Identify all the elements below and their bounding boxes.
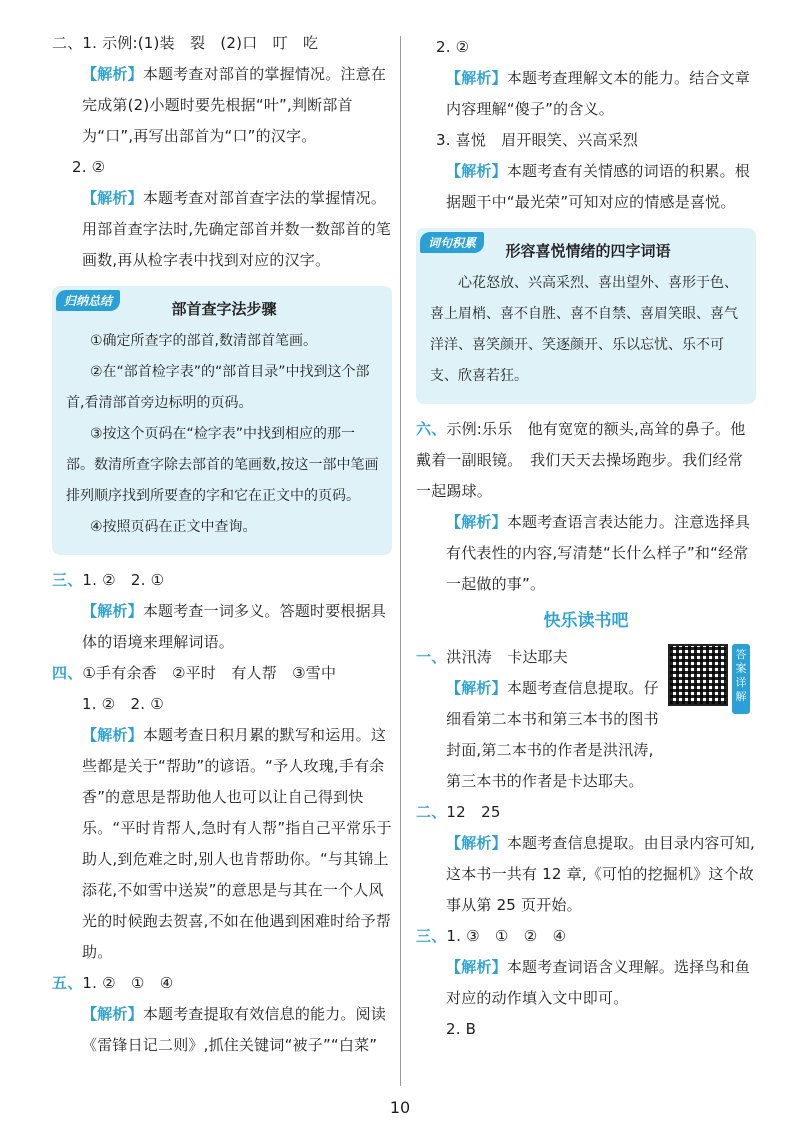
vocab-box	[416, 228, 756, 404]
section-6-explanation: 【解析】本题考查语言表达能力。注意选择具有代表性的内容,写清楚“长什么样子”和“经常一起做的事”。	[446, 513, 751, 593]
vocab-title: 形容喜悦情绪的四字词语	[505, 242, 671, 260]
summary-step-2: ②在“部首检字表”的“部首目录”中找到这个部首,看清部首旁边标明的页码。	[66, 364, 370, 411]
section-3-answer: 三、1. ② 2. ①	[52, 571, 165, 589]
summary-title: 部首查字法步骤	[171, 300, 277, 318]
reading-q3-explanation: 【解析】本题考查词语含义理解。选择鸟和鱼对应的动作填入文中即可。	[446, 958, 751, 1007]
vocab-text: 心花怒放、兴高采烈、喜出望外、喜形于色、喜上眉梢、喜不自胜、喜不自禁、喜眉笑眼、喜气洋洋、喜笑颜开、笑逐颜开、乐以忘忧、乐不可支、欣喜若狂。	[430, 275, 738, 384]
r-explanation-2: 【解析】本题考查理解文本的能力。结合文章内容理解“傻子”的含义。	[446, 69, 751, 118]
r-q2: 2. ②	[436, 38, 470, 56]
section-2-q2: 2. ②	[72, 158, 106, 176]
summary-box	[52, 286, 392, 555]
reading-q2-explanation: 【解析】本题考查信息提取。由目录内容可知,这本书一共有 12 章,《可怕的挖掘机》这个故事从第 25 页开始。	[446, 834, 755, 914]
right-column	[416, 28, 756, 1045]
left-column	[52, 28, 392, 1061]
column-divider	[400, 36, 401, 1086]
reading-section-title: 快乐读书吧	[543, 611, 629, 631]
reading-q1-explanation: 【解析】本题考查信息提取。仔细看第二本书和第三本书的图书封面,第二本书的作者是洪汛涛,第三本书的作者是卡达耶夫。	[446, 679, 659, 790]
summary-step-3: ③按这个页码在“检字表”中找到相应的那一部。数清所查字除去部首的笔画数,按这一部中笔画排列顺序找到所要查的字和它在正文中的页码。	[66, 426, 379, 504]
reading-q1-block	[416, 642, 756, 797]
section-4-answer: 四、①手有余香 ②平时 有人帮 ③雪中	[52, 664, 337, 682]
section-2-explanation-1: 【解析】本题考查对部首的掌握情况。注意在完成第(2)小题时要先根据“叶”,判断部首为“口”,再写出部首为“口”的汉字。	[82, 65, 387, 145]
qr-label: 答案详解	[732, 644, 750, 714]
reading-q3-2: 2. B	[446, 1020, 477, 1038]
summary-step-1: ①确定所查字的部首,数清部首笔画。	[90, 333, 318, 349]
reading-q2-answer: 二、12 25	[416, 803, 501, 821]
section-6-answer: 六、示例:乐乐 他有宽宽的额头,高耸的鼻子。他戴着一副眼镜。 我们天天去操场跑步。我们经常一起踢球。	[416, 420, 746, 500]
section-4-questions: 1. ② 2. ①	[82, 695, 164, 713]
section-3-explanation: 【解析】本题考查一词多义。答题时要根据具体的语境来理解词语。	[82, 602, 387, 651]
summary-badge: 归纳总结	[56, 290, 120, 311]
summary-step-4: ④按照页码在正文中查询。	[90, 519, 257, 535]
vocab-badge: 词句积累	[420, 232, 484, 253]
r-explanation-3: 【解析】本题考查有关情感的词语的积累。根据题干中“最光荣”可知对应的情感是喜悦。	[446, 162, 751, 211]
reading-q3-answer: 三、1. ③ ① ② ④	[416, 927, 567, 945]
section-4-explanation: 【解析】本题考查日积月累的默写和运用。这些都是关于“帮助”的谚语。“予人玫瑰,手有余香”的意思是帮助他人也可以让自己得到快乐。“平时肯帮人,急时有人帮”指自己平常乐于助人,到危难之时,别人也肯帮助你。“与其锦上添花,不如雪中送炭”的意思是与其在一个人风光的时候跑去贺喜,不如在他遇到困难时给予帮助。	[82, 726, 392, 961]
page-number: 10	[389, 1098, 411, 1117]
reading-q1-answer: 一、洪汛涛 卡达耶夫	[416, 648, 569, 666]
section-5-explanation: 【解析】本题考查提取有效信息的能力。阅读《雷锋日记二则》,抓住关键词“被子”“白菜”	[82, 1005, 387, 1054]
qr-code[interactable]	[668, 644, 754, 714]
section-2-answer: 二、1. 示例:(1)装 裂 (2)口 叮 吃	[52, 34, 319, 52]
section-2-explanation-2: 【解析】本题考查对部首查字法的掌握情况。用部首查字法时,先确定部首并数一数部首的笔画数,再从检字表中找到对应的汉字。	[82, 189, 391, 269]
qr-code-icon	[668, 644, 728, 706]
r-q3: 3. 喜悦 眉开眼笑、兴高采烈	[436, 131, 639, 149]
section-5-answer: 五、1. ② ① ④	[52, 974, 174, 992]
